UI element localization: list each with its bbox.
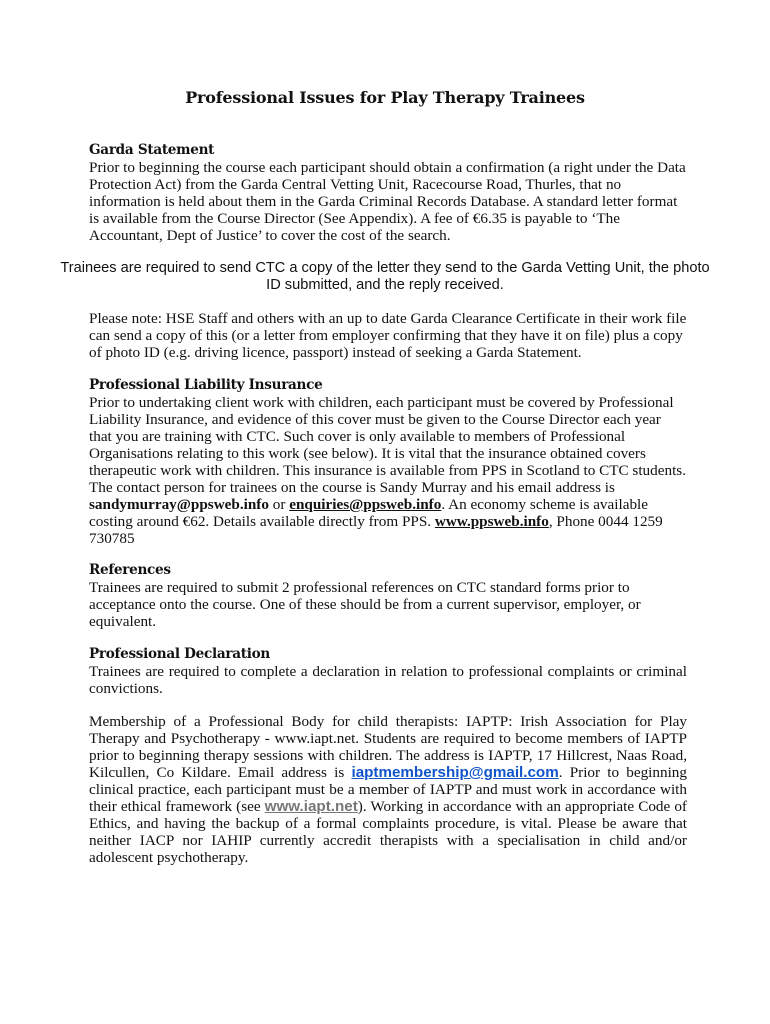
iapt-email-link[interactable]: iaptmembership@gmail.com <box>351 764 559 781</box>
ppsweb-link[interactable]: www.ppsweb.info <box>434 513 549 530</box>
phone-text: , Phone 0044 1259 730785 <box>89 513 663 547</box>
liability-body <box>89 394 687 547</box>
garda-section <box>89 142 687 244</box>
enquiries-email-link[interactable]: enquiries@ppsweb.info <box>289 496 442 513</box>
liability-section <box>89 377 687 547</box>
liability-heading: Professional Liability Insurance <box>89 377 323 393</box>
iapt-website-link[interactable]: www.iapt.net <box>264 798 358 815</box>
membership-text-2: . Prior to beginning clinical practice, each participant must be a member of IAPTP and must work in accordance with their ethical framework (see <box>89 764 687 815</box>
or-text: or <box>268 496 290 513</box>
membership-body <box>89 713 687 866</box>
please-note-text: Please note: HSE Staff and others with an up to date Garda Clearance Certificate in their work file can send a copy of this (or a letter from employer confirming that they have it on file) plus a copy of photo ID (e.g. driving licence, passport) instead of seeking a Garda Statement. <box>89 310 687 361</box>
membership-text-3: ). Working in accordance with an appropriate Code of Ethics, and having the backup of a formal complaints procedure, is vital. Please be aware that neither IACP nor IAHIP currently accredit therapists with a specialisation in child and/or adolescent psychotherapy. <box>89 798 687 866</box>
garda-heading: Garda Statement <box>89 142 215 158</box>
references-body: Trainees are required to submit 2 professional references on CTC standard forms prior to acceptance onto the course. One of these should be from a current supervisor, employer, or equivalent. <box>89 579 641 630</box>
garda-body: Prior to beginning the course each participant should obtain a confirmation (a right under the Data Protection Act) from the Garda Central Vetting Unit, Racecourse Road, Thurles, that no information is held about them in the Garda Criminal Records Database. A standard letter format is available from the Course Director (See Appendix). A fee of €6.35 is payable to ‘The Accountant, Dept of Justice’ to cover the cost of the search. <box>89 159 686 244</box>
membership-text-1: Membership of a Professional Body for child therapists: IAPTP: Irish Association for Play Therapy and Psychotherapy - www.iapt.net. Students are required to become members of IAPTP prior to beginning therapy sessions with children. The address is IAPTP, 17 Hillcrest, Naas Road, Kilcullen, Co Kildare. Email address is <box>89 713 687 781</box>
sandy-email-link[interactable]: sandymurray@ppsweb.info <box>89 496 269 513</box>
liability-text-2: . An economy scheme is available costing around €62. Details available directly from PPS. <box>89 496 648 530</box>
garda-notice: Trainees are required to send CTC a copy of the letter they send to the Garda Vetting Unit, the photo ID submitted, and the reply received. <box>60 260 710 293</box>
declaration-heading: Professional Declaration <box>89 646 270 662</box>
declaration-body: Trainees are required to complete a declaration in relation to professional complaints or criminal convictions. <box>89 663 687 697</box>
references-heading: References <box>89 562 171 578</box>
please-note-section <box>89 310 687 361</box>
membership-section <box>89 713 687 866</box>
references-section <box>89 562 687 630</box>
declaration-section <box>89 646 687 697</box>
liability-text-1: Prior to undertaking client work with children, each participant must be covered by Professional Liability Insurance, and evidence of this cover must be given to the Course Director each year that you are training with CTC. Such cover is only available to members of Professional Organisations relating to this work (see below). It is vital that the insurance obtained covers therapeutic work with children. This insurance is available from PPS in Scotland to CTC students. The contact person for trainees on the course is Sandy Murray and his email address is <box>89 394 686 496</box>
page-title: Professional Issues for Play Therapy Trainees <box>185 88 585 107</box>
